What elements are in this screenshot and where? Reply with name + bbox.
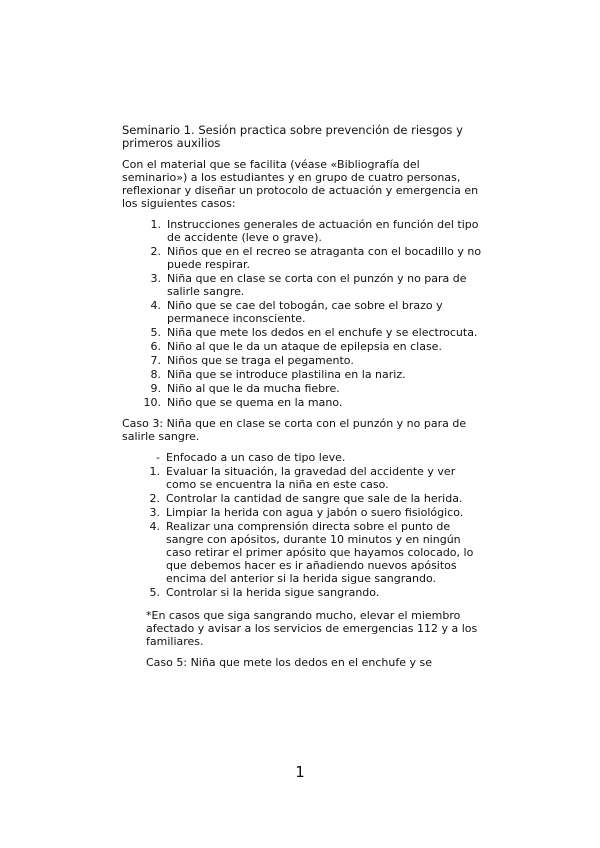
list-text: Niña que mete los dedos en el enchufe y se electrocuta.	[167, 326, 478, 339]
list-text: Niño al que le da un ataque de epilepsia en clase.	[167, 340, 442, 353]
list-number: 9.	[150, 382, 161, 395]
list-number: 5.	[149, 586, 160, 599]
intro-paragraph: Con el material que se facilita (véase «Bibliografía del seminario») a los estudiantes y en grupo de cuatro personas, reflexionar y diseñar un protocolo de actuación y emergencia en los siguientes casos:	[122, 158, 479, 210]
list-item	[139, 368, 482, 381]
list-item	[138, 465, 482, 491]
list-text: Niño al que le da mucha fiebre.	[167, 382, 340, 395]
list-item	[138, 492, 482, 505]
list-item	[138, 506, 482, 519]
list-text: Niña que en clase se corta con el punzón y no para de salirle sangre.	[167, 272, 467, 298]
list-item	[139, 218, 482, 244]
case3-heading: Caso 3: Niña que en clase se corta con el punzón y no para de salirle sangre.	[122, 417, 467, 443]
list-text: Limpiar la herida con agua y jabón o suero fisiológico.	[166, 506, 464, 519]
list-number: 4.	[149, 520, 160, 533]
list-number: 8.	[150, 368, 161, 381]
list-number: 1.	[149, 465, 160, 478]
list-text: Niño que se cae del tobogán, cae sobre el brazo y permanece inconsciente.	[167, 299, 443, 325]
list-number: 7.	[150, 354, 161, 367]
list-text: Niña que se introduce plastilina en la nariz.	[167, 368, 406, 381]
emergency-note: *En casos que siga sangrando mucho, elevar el miembro afectado y avisar a los servicios de emergencias 112 y a los familiares.	[146, 609, 478, 648]
list-number: 1.	[150, 218, 161, 231]
list-number: 3.	[150, 272, 161, 285]
list-text: Enfocado a un caso de tipo leve.	[166, 451, 346, 464]
list-item	[138, 451, 482, 464]
page-content	[122, 124, 482, 677]
list-item	[139, 299, 482, 325]
list-text: Niño que se quema en la mano.	[167, 396, 343, 409]
list-number: 4.	[150, 299, 161, 312]
list-text: Controlar si la herida sigue sangrando.	[166, 586, 380, 599]
list-text: Niños que en el recreo se atraganta con el bocadillo y no puede respirar.	[167, 245, 482, 271]
list-number: 2.	[149, 492, 160, 505]
list-number: 6.	[150, 340, 161, 353]
list-item	[138, 586, 482, 599]
case3-steps-list	[138, 451, 482, 599]
list-text: Evaluar la situación, la gravedad del accidente y ver como se encuentra la niña en este caso.	[166, 465, 456, 491]
list-item	[139, 272, 482, 298]
list-item	[139, 245, 482, 271]
list-number: 10.	[143, 396, 161, 409]
list-text: Niños que se traga el pegamento.	[167, 354, 354, 367]
list-item	[139, 382, 482, 395]
list-text: Realizar una comprensión directa sobre el punto de sangre con apósitos, durante 10 minutos y en ningún caso retirar el primer apósito que hayamos colocado, lo que debemos hacer es ir añadiendo nuevos apósitos encima del anterior si la herida sigue sangrando.	[166, 520, 474, 585]
list-item	[139, 354, 482, 367]
page-number: 1	[295, 763, 305, 781]
list-text: Instrucciones generales de actuación en función del tipo de accidente (leve o grave).	[167, 218, 479, 244]
list-item	[138, 520, 482, 585]
cases-list	[139, 218, 482, 409]
list-number: 2.	[150, 245, 161, 258]
list-number: 5.	[150, 326, 161, 339]
list-text: Controlar la cantidad de sangre que sale de la herida.	[166, 492, 463, 505]
case5-heading: Caso 5: Niña que mete los dedos en el enchufe y se	[146, 656, 432, 669]
seminar-heading: Seminario 1. Sesión practica sobre prevención de riesgos y primeros auxilios	[122, 123, 463, 150]
list-number: 3.	[149, 506, 160, 519]
list-item	[139, 340, 482, 353]
list-bullet: -	[156, 451, 160, 464]
list-item	[139, 326, 482, 339]
list-item	[139, 396, 482, 409]
